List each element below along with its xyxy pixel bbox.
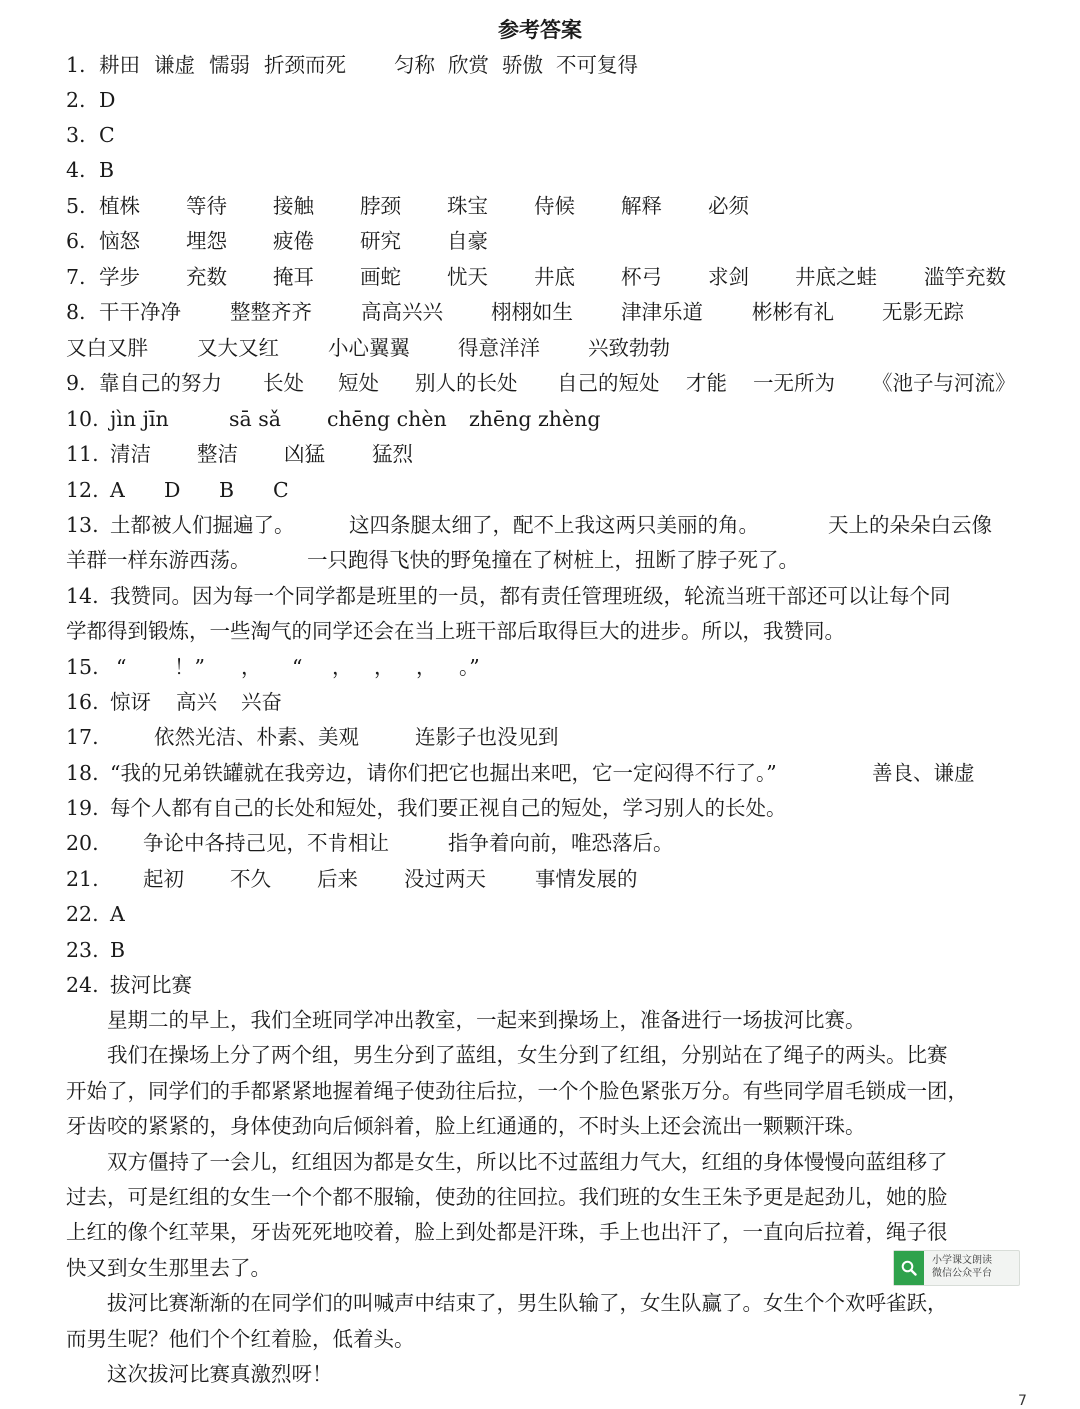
- answer-item: 等待: [186, 194, 227, 218]
- answer-item: 一只跑得飞快的野兔撞在了树桩上，扭断了脖子死了。: [307, 548, 799, 572]
- answer-number: 14.: [66, 584, 99, 608]
- essay-line: 双方僵持了一会儿，红组因为都是女生，所以比不过蓝组力气大，红组的身体慢慢向蓝组移了: [66, 1149, 948, 1174]
- answer-number: 20.: [66, 831, 99, 855]
- answer-item: 津津乐道: [621, 300, 703, 324]
- essay-line: 我们在操场上分了两个组，男生分到了蓝组，女生分到了红组，分别站在了绳子的两头。比赛: [66, 1043, 948, 1068]
- answer-item: 争论中各持己见，不肯相让: [143, 831, 389, 855]
- watermark-line-1: 小学课文朗读: [932, 1255, 992, 1266]
- answer-item: 别人的长处: [415, 371, 518, 395]
- answer-item: 学步: [99, 265, 140, 289]
- answer-item: B: [110, 938, 126, 962]
- answer-item: 埋怨: [186, 229, 227, 253]
- answer-item: 整整齐齐: [230, 300, 312, 324]
- answer-item: 我赞同。因为每一个同学都是班里的一员，都有责任管理班级，轮流当班干部还可以让每个同: [110, 584, 951, 608]
- answer-number: 3.: [66, 123, 86, 147]
- answer-item: 拔河比赛: [110, 973, 192, 997]
- answer-item: 自豪: [447, 229, 488, 253]
- page-title: 参考答案: [498, 18, 582, 42]
- answer-item: 兴奋: [241, 690, 282, 714]
- answer-item: 天上的朵朵白云像: [828, 513, 992, 537]
- answer-number: 9.: [66, 371, 86, 395]
- answer-item: 这四条腿太细了，配不上我这两只美丽的角。: [349, 513, 759, 537]
- answer-item: 长处: [263, 371, 304, 395]
- answer-item: 指争着向前，唯恐落后。: [448, 831, 674, 855]
- answer-item: 不久: [230, 867, 271, 891]
- essay-line: 而男生呢？他们个个红着脸，低着头。: [66, 1326, 415, 1351]
- answer-item: 充数: [186, 265, 227, 289]
- answer-item: 清洁: [110, 442, 151, 466]
- answer-item: C: [99, 123, 115, 147]
- answer-number: 7.: [66, 265, 86, 289]
- answer-item: “: [116, 655, 127, 679]
- answer-item: 忧天: [447, 265, 488, 289]
- answer-item: 靠自己的努力: [99, 371, 222, 395]
- answer-item: 兴致勃勃: [588, 336, 670, 360]
- answer-item: 整洁: [197, 442, 238, 466]
- answer-item: 《池子与河流》: [872, 371, 1016, 395]
- answer-number: 17.: [66, 725, 99, 749]
- answer-item: 耕田: [99, 53, 140, 77]
- answer-number: 2.: [66, 88, 86, 112]
- answer-item: 后来: [317, 867, 358, 891]
- answer-item: 滥竽充数: [924, 265, 1006, 289]
- essay-line: 这次拔河比赛真激烈呀！: [66, 1361, 333, 1386]
- answer-item: 羊群一样东游西荡。: [66, 548, 251, 572]
- answer-item: 折颈而死: [264, 53, 346, 77]
- answer-item: ，: [332, 655, 353, 679]
- answer-item: C: [273, 478, 289, 502]
- essay-line: 上红的像个红苹果，牙齿死死地咬着，脸上到处都是汗珠，手上也出汗了，一直向后拉着，绳子很: [66, 1220, 948, 1245]
- answer-item: A: [110, 902, 125, 926]
- answer-item: 。”: [459, 655, 480, 679]
- answer-item: 短处: [338, 371, 379, 395]
- answer-item: sā sǎ: [229, 407, 282, 431]
- answer-number: 18.: [66, 761, 99, 785]
- answer-item: 珠宝: [447, 194, 488, 218]
- answer-item: 起初: [143, 867, 184, 891]
- answer-item: 欣赏: [448, 53, 489, 77]
- essay-line: 拔河比赛渐渐的在同学们的叫喊声中结束了，男生队输了，女生队赢了。女生个个欢呼雀跃，: [66, 1291, 948, 1316]
- answer-item: 自己的短处: [557, 371, 660, 395]
- answer-item: 无影无踪: [882, 300, 964, 324]
- answer-item: 必须: [708, 194, 749, 218]
- answer-item: 善良、谦虚: [872, 761, 975, 785]
- answer-item: 高高兴兴: [361, 300, 443, 324]
- answer-number: 22.: [66, 902, 99, 926]
- answer-item: 画蛇: [360, 265, 401, 289]
- answer-item: 懦弱: [209, 53, 250, 77]
- answer-item: 恼怒: [99, 229, 140, 253]
- answer-item: 井底之蛙: [795, 265, 877, 289]
- answer-item: 不可复得: [556, 53, 638, 77]
- search-icon: [894, 1251, 924, 1285]
- essay: [66, 1003, 1016, 1392]
- answer-item: jìn jīn: [110, 407, 169, 431]
- essay-line: 星期二的早上，我们全班同学冲出教室，一起来到操场上，准备进行一场拔河比赛。: [66, 1008, 866, 1032]
- answer-item: A: [110, 478, 125, 502]
- answer-item: ，: [241, 655, 262, 679]
- answer-item: zhēng zhèng: [469, 407, 601, 431]
- essay-line: 快又到女生那里去了。: [66, 1255, 271, 1280]
- answer-item: 疲倦: [273, 229, 314, 253]
- answer-item: 匀称: [394, 53, 435, 77]
- answer-number: 21.: [66, 867, 99, 891]
- answer-item: 彬彬有礼: [752, 300, 834, 324]
- answer-item: 掩耳: [273, 265, 314, 289]
- answer-item: ，: [374, 655, 395, 679]
- answer-item: 谦虚: [154, 53, 195, 77]
- answer-item: 干干净净: [99, 300, 181, 324]
- answer-item: 凶猛: [284, 442, 325, 466]
- answer-item: 事情发展的: [535, 867, 638, 891]
- answer-item: 小心翼翼: [328, 336, 410, 360]
- answer-item: chēng chèn: [327, 407, 447, 431]
- answer-number: 11.: [66, 442, 99, 466]
- answer-item: “我的兄弟铁罐就在我旁边，请你们把它也掘出来吧，它一定闷得不行了。”: [110, 761, 777, 785]
- answer-item: 骄傲: [502, 53, 543, 77]
- essay-line: 开始了，同学们的手都紧紧地握着绳子使劲往后拉，一个个脸色紧张万分。有些同学眉毛锁成一团，: [66, 1078, 968, 1103]
- answer-item: 高兴: [176, 690, 217, 714]
- answer-item: 杯弓: [621, 265, 662, 289]
- answer-item: B: [99, 158, 115, 182]
- answer-item: “: [292, 655, 303, 679]
- answer-item: 每个人都有自己的长处和短处，我们要正视自己的短处，学习别人的长处。: [110, 796, 787, 820]
- answer-item: 连影子也没见到: [415, 725, 559, 749]
- essay-line: 过去，可是红组的女生一个个都不服输，使劲的往回拉。我们班的女生王朱予更是起劲儿，她的脸: [66, 1184, 948, 1209]
- answer-number: 12.: [66, 478, 99, 502]
- answer-number: 24.: [66, 973, 99, 997]
- answer-item: 又白又胖: [66, 336, 148, 360]
- answer-item: 栩栩如生: [491, 300, 573, 324]
- wechat-watermark: [893, 1250, 1020, 1286]
- answer-item: D: [164, 478, 181, 502]
- answer-item: 依然光洁、朴素、美观: [154, 725, 359, 749]
- answer-item: D: [99, 88, 116, 112]
- answer-item: 解释: [621, 194, 662, 218]
- answer-item: 一无所为: [753, 371, 835, 395]
- answer-item: ！”: [174, 655, 205, 679]
- answer-number: 5.: [66, 194, 86, 218]
- answer-number: 6.: [66, 229, 86, 253]
- answer-item: 脖颈: [360, 194, 401, 218]
- answer-item: B: [219, 478, 235, 502]
- answer-number: 10.: [66, 407, 99, 431]
- answer-item: 植株: [99, 194, 140, 218]
- answer-number: 1.: [66, 53, 86, 77]
- answer-item: 学都得到锻炼，一些淘气的同学还会在当上班干部后取得巨大的进步。所以，我赞同。: [66, 619, 845, 643]
- answer-item: 求剑: [708, 265, 749, 289]
- answer-item: 接触: [273, 194, 314, 218]
- answer-item: ，: [416, 655, 437, 679]
- answer-item: 又大又红: [197, 336, 279, 360]
- watermark-line-2: 微信公众平台: [932, 1268, 992, 1279]
- answer-item: 得意洋洋: [458, 336, 540, 360]
- answer-number: 4.: [66, 158, 86, 182]
- answer-item: 没过两天: [404, 867, 486, 891]
- answer-number: 8.: [66, 300, 86, 324]
- answer-number: 13.: [66, 513, 99, 537]
- essay-line: 牙齿咬的紧紧的，身体使劲向后倾斜着，脸上红通通的，不时头上还会流出一颗颗汗珠。: [66, 1114, 866, 1139]
- answer-number: 23.: [66, 938, 99, 962]
- answer-item: 才能: [686, 371, 727, 395]
- answer-item: 猛烈: [372, 442, 413, 466]
- answer-number: 19.: [66, 796, 99, 820]
- answer-item: 土都被人们掘遍了。: [110, 513, 295, 537]
- answer-item: 井底: [534, 265, 575, 289]
- page-number: 7: [1018, 1393, 1027, 1409]
- answer-item: 惊讶: [110, 690, 151, 714]
- answer-item: 研究: [360, 229, 401, 253]
- answer-item: 侍候: [534, 194, 575, 218]
- answer-number: 15.: [66, 655, 99, 679]
- answer-number: 16.: [66, 690, 99, 714]
